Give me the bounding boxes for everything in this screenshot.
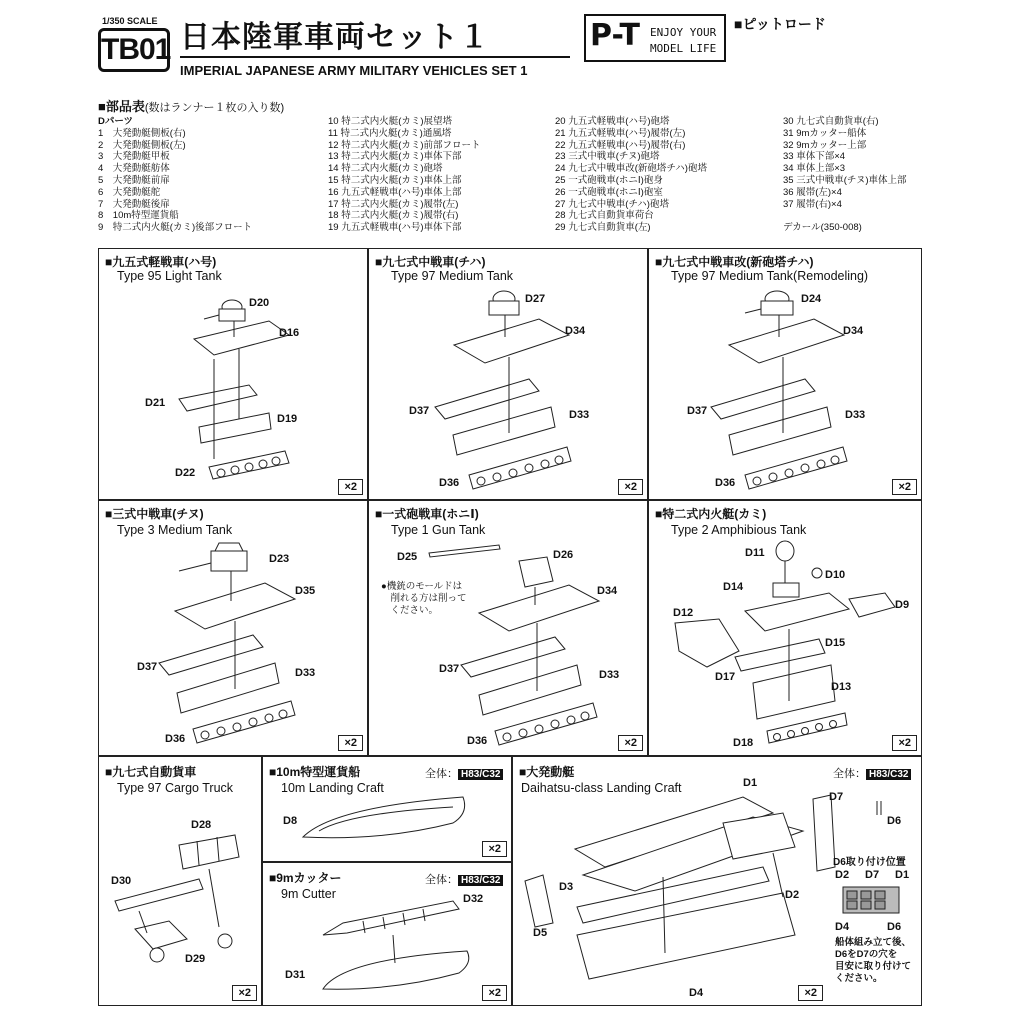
parts-list-item: デカール(350-008)	[783, 222, 862, 234]
title-english: IMPERIAL JAPANESE ARMY MILITARY VEHICLES SET 1	[180, 63, 528, 78]
part-label: D33	[599, 669, 620, 681]
part-label: D19	[277, 413, 298, 425]
part-label: D17	[715, 671, 736, 683]
parts-list-item: 34 車体上部×3	[783, 163, 846, 175]
part-label: D12	[673, 607, 694, 619]
panel-title-jp: ■九五式軽戦車(ハ号)	[105, 255, 217, 269]
panel-title-jp: ■10m特型運貨船	[269, 765, 361, 779]
d-parts-label: Dパーツ	[98, 116, 133, 127]
parts-list-item: 2 大発動艇側板(左)	[98, 139, 186, 151]
parts-list-item: 14 特二式内火艇(カミ)砲塔	[328, 163, 443, 175]
panel-title-en: Type 97 Cargo Truck	[117, 781, 234, 795]
panel-type95-light-tank	[98, 248, 368, 500]
inset-title: D6取り付け位置	[833, 857, 906, 868]
quantity-badge: ×2	[232, 985, 257, 1001]
parts-list-item: 32 9mカッター上部	[783, 139, 867, 151]
panel-type97-cargo-truck	[98, 756, 262, 1006]
part-label: D9	[895, 599, 910, 611]
parts-list-item: 4 大発動艇舫体	[98, 163, 170, 175]
scale-label: 1/350 SCALE	[102, 16, 158, 26]
panel-type97-remodeling	[648, 248, 922, 500]
kit-code: TB01	[98, 28, 170, 72]
parts-list-title: ■部品表(数はランナー１枚の入り数)	[98, 99, 285, 114]
panel-title-en: Type 97 Medium Tank(Remodeling)	[671, 269, 869, 283]
panel-title-jp: ■九七式自動貨車	[105, 765, 197, 779]
part-label: D33	[845, 409, 866, 421]
inset-note: 船体組み立て後、 D6をD7の穴を 目安に取り付けて ください。	[835, 937, 912, 984]
part-label: D33	[569, 409, 590, 421]
panel-10m-landing-craft	[262, 756, 512, 862]
tank-diagram	[99, 501, 369, 757]
logo-mark: P-T	[590, 18, 640, 53]
part-label: D32	[463, 893, 484, 905]
part-label: D10	[825, 569, 846, 581]
parts-list-item: 22 九五式軽戦車(ハ号)履帯(右)	[555, 139, 686, 151]
part-label: D8	[283, 815, 298, 827]
part-label: D11	[745, 547, 765, 559]
quantity-badge: ×2	[892, 735, 917, 751]
part-label: D3	[559, 881, 574, 893]
panel-title-en: Type 97 Medium Tank	[391, 269, 514, 283]
boat-diagram	[263, 863, 513, 1007]
part-label: D25	[397, 551, 418, 563]
part-label: D20	[249, 297, 270, 309]
quantity-badge: ×2	[338, 735, 363, 751]
part-label: D37	[137, 661, 158, 673]
title-japanese: 日本陸軍車両セット１	[180, 20, 490, 55]
part-label: D36	[467, 735, 488, 747]
parts-list-item: 16 九五式軽戦車(ハ号)車体上部	[328, 186, 462, 198]
parts-list-item: 20 九五式軽戦車(ハ号)砲塔	[555, 116, 670, 127]
parts-list-item: 10 特二式内火艇(カミ)展望塔	[328, 116, 453, 127]
part-label: D34	[597, 585, 618, 597]
part-label: D6	[887, 815, 902, 827]
pit-road-logo	[584, 14, 726, 62]
parts-column-4	[783, 116, 907, 234]
part-label: D22	[175, 467, 196, 479]
tank-diagram	[369, 249, 649, 501]
part-label: D16	[279, 327, 300, 339]
part-label: D5	[533, 927, 548, 939]
panel-title-jp: ■九七式中戦車(チハ)	[375, 255, 486, 269]
panel-title-en: Type 2 Amphibious Tank	[671, 523, 807, 537]
part-label: D24	[801, 293, 822, 305]
part-label: D29	[185, 953, 206, 965]
part-label: D33	[295, 667, 316, 679]
inset-label: D6	[887, 921, 902, 933]
parts-list-item	[783, 210, 907, 222]
paint-tag: 全体： H83/C32	[833, 765, 911, 781]
panel-daihatsu-landing-craft	[512, 756, 922, 1006]
parts-list-item: 3 大発動艇甲板	[98, 151, 170, 163]
part-label: D36	[439, 477, 460, 489]
panel-type2-amphibious-tank	[648, 500, 922, 756]
parts-list-item: 12 特二式内火艇(カミ)前部フロート	[328, 139, 481, 151]
panel-type97-medium-tank	[368, 248, 648, 500]
parts-list-item: 26 一式砲戦車(ホニⅠ)砲室	[555, 186, 663, 198]
panel-type1-gun-tank	[368, 500, 648, 756]
paint-code: H83/C32	[458, 769, 503, 780]
panel-title-en: Type 95 Light Tank	[117, 269, 222, 283]
part-label: D27	[525, 293, 546, 305]
panel-type3-medium-tank	[98, 500, 368, 756]
inset-label: D4	[835, 921, 850, 933]
panel-title-jp: ■九七式中戦車改(新砲塔チハ)	[655, 255, 814, 269]
quantity-badge: ×2	[618, 479, 643, 495]
panel-title-en: Type 1 Gun Tank	[391, 523, 486, 537]
brand-name: ■ピットロード	[734, 16, 826, 32]
parts-list-item: 21 九五式軽戦車(ハ号)履帯(左)	[555, 127, 686, 139]
parts-list-item: 17 特二式内火艇(カミ)履帯(左)	[328, 198, 459, 210]
paint-tag: 全体： H83/C32	[425, 871, 503, 887]
paint-tag: 全体： H83/C32	[425, 765, 503, 781]
part-label: D28	[191, 819, 212, 831]
part-label: D26	[553, 549, 574, 561]
parts-list-note: (数はランナー１枚の入り数)	[144, 102, 285, 114]
panel-title-jp: ■9mカッター	[269, 871, 342, 885]
part-label: D37	[687, 405, 708, 417]
panel-title-en: Daihatsu-class Landing Craft	[521, 781, 682, 795]
inset-label: D7	[865, 869, 880, 881]
tank-diagram	[649, 249, 923, 501]
panel-title-en: 10m Landing Craft	[281, 781, 384, 795]
part-label: D36	[165, 733, 186, 745]
inset-label: D2	[835, 869, 850, 881]
panel-title-jp: ■三式中戦車(チヌ)	[105, 507, 204, 521]
parts-list-item: 24 九七式中戦車改(新砲塔チハ)砲塔	[555, 163, 707, 175]
part-label: D1	[743, 777, 758, 789]
parts-list-item: 28 九七式自動貨車荷台	[555, 210, 654, 222]
panel-title-jp: ■一式砲戦車(ホニⅠ)	[375, 507, 479, 521]
part-label: D13	[831, 681, 852, 693]
part-label: D23	[269, 553, 290, 565]
quantity-badge: ×2	[618, 735, 643, 751]
parts-list-item: 35 三式中戦車(チヌ)車体上部	[783, 174, 907, 186]
part-label: D30	[111, 875, 132, 887]
parts-list-item: 13 特二式内火艇(カミ)車体下部	[328, 151, 462, 163]
parts-column-3	[555, 116, 707, 234]
part-label: D18	[733, 737, 754, 749]
parts-column-2	[328, 116, 481, 234]
tank-diagram	[649, 501, 923, 757]
d6-position-inset	[833, 851, 923, 1007]
parts-list-item: 27 九七式中戦車(チハ)砲塔	[555, 198, 669, 210]
quantity-badge: ×2	[892, 479, 917, 495]
parts-list-item: 8 10m特型運貨船	[98, 210, 179, 222]
panel-title-en: Type 3 Medium Tank	[117, 523, 233, 537]
part-label: D21	[145, 397, 166, 409]
part-label: D34	[565, 325, 586, 337]
part-label: D34	[843, 325, 864, 337]
parts-list-item: 29 九七式自動貨車(左)	[555, 222, 651, 234]
parts-list-item: 1 大発動艇側板(右)	[98, 127, 186, 139]
tank-diagram	[369, 501, 649, 757]
part-label: D37	[439, 663, 460, 675]
part-label: D14	[723, 581, 744, 593]
parts-list-item: 25 一式砲戦車(ホニⅠ)砲身	[555, 174, 663, 186]
part-label: D37	[409, 405, 430, 417]
paint-code: H83/C32	[458, 875, 503, 886]
part-label: D36	[715, 477, 736, 489]
inset-label: D1	[895, 869, 910, 881]
quantity-badge: ×2	[482, 985, 507, 1001]
quantity-badge: ×2	[482, 841, 507, 857]
parts-list-item: 19 九五式軽戦車(ハ号)車体下部	[328, 222, 462, 234]
parts-list-item: 33 車体下部×4	[783, 151, 846, 163]
parts-list-item: 37 履帯(右)×4	[783, 198, 842, 210]
parts-list-item: 31 9mカッター船体	[783, 127, 867, 139]
parts-list-item: 23 三式中戦車(チヌ)砲塔	[555, 151, 660, 163]
parts-list-item: 18 特二式内火艇(カミ)履帯(右)	[328, 210, 459, 222]
parts-list-item: 7 大発動艇後扉	[98, 198, 170, 210]
logo-slogan-2: MODEL LIFE	[650, 42, 717, 55]
quantity-badge: ×2	[338, 479, 363, 495]
parts-list-item: 5 大発動艇前扉	[98, 174, 170, 186]
panel-title-jp: ■特二式内火艇(カミ)	[655, 507, 767, 521]
part-label: D31	[285, 969, 306, 981]
parts-list-item: 9 特二式内火艇(カミ)後部フロート	[98, 222, 253, 234]
part-label: D15	[825, 637, 846, 649]
boat-diagram	[263, 757, 513, 863]
parts-list-item: 6 大発動艇舵	[98, 186, 161, 198]
quantity-badge: ×2	[798, 985, 823, 1001]
panel-title-en: 9m Cutter	[281, 887, 336, 901]
parts-list-item: 11 特二式内火艇(カミ)通風塔	[328, 127, 452, 139]
parts-list-item: 30 九七式自動貨車(右)	[783, 116, 879, 127]
part-label: D2	[785, 889, 800, 901]
parts-list-item: 36 履帯(左)×4	[783, 186, 842, 198]
parts-column-1	[98, 116, 252, 234]
parts-list-item: 15 特二式内火艇(カミ)車体上部	[328, 174, 462, 186]
part-label: D35	[295, 585, 316, 597]
title-underline	[180, 56, 570, 58]
paint-code: H83/C32	[866, 769, 911, 780]
part-label: D7	[829, 791, 844, 803]
logo-slogan-1: ENJOY YOUR	[650, 26, 717, 39]
tank-diagram	[99, 249, 369, 501]
part-label: D4	[689, 987, 704, 999]
assembly-note: ●機銃のモールドは 削れる方は削って ください。	[381, 581, 467, 616]
panel-9m-cutter	[262, 862, 512, 1006]
panel-title-jp: ■大発動艇	[519, 765, 575, 779]
